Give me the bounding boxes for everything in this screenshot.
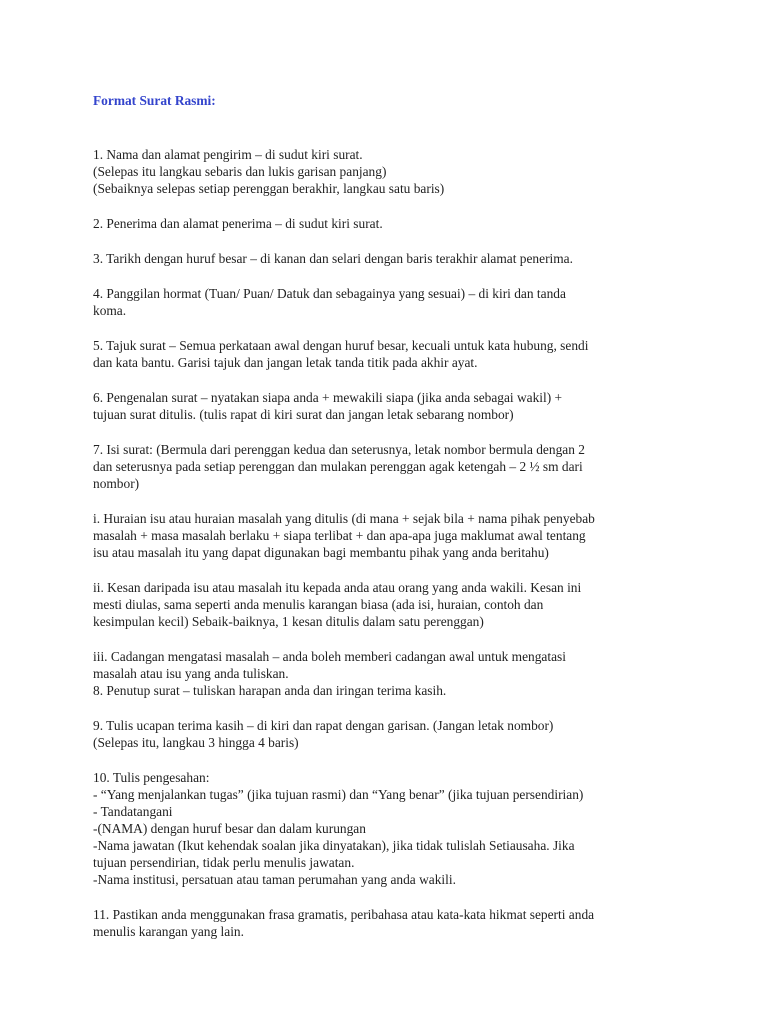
paragraph <box>93 389 693 423</box>
paragraph-line: menulis karangan yang lain. <box>93 924 244 939</box>
paragraph <box>93 769 693 888</box>
paragraph <box>93 510 693 561</box>
paragraph-line: masalah atau isu yang anda tuliskan. <box>93 666 289 681</box>
paragraph-line: 4. Panggilan hormat (Tuan/ Puan/ Datuk dan sebagainya yang sesuai) – di kiri dan tanda <box>93 286 566 301</box>
paragraph <box>93 717 693 751</box>
paragraph-line: - Tandatangani <box>93 804 173 819</box>
paragraph-line: nombor) <box>93 476 140 491</box>
paragraph-line: (Sebaiknya selepas setiap perenggan berakhir, langkau satu baris) <box>93 181 445 196</box>
paragraph-line: -Nama jawatan (Ikut kehendak soalan jika dinyatakan), jika tidak tulislah Setiausaha. Jika <box>93 838 575 853</box>
paragraph-line: tujuan persendirian, tidak perlu menulis jawatan. <box>93 855 355 870</box>
paragraph-line: isu atau masalah itu yang dapat digunakan bagi membantu pihak yang anda beritahu) <box>93 545 549 560</box>
paragraph-line: (Selepas itu, langkau 3 hingga 4 baris) <box>93 735 299 750</box>
paragraph-line: 3. Tarikh dengan huruf besar – di kanan dan selari dengan baris terakhir alamat penerima. <box>93 251 573 266</box>
paragraph-line: iii. Cadangan mengatasi masalah – anda boleh memberi cadangan awal untuk mengatasi <box>93 649 566 664</box>
paragraph-line: 8. Penutup surat – tuliskan harapan anda dan iringan terima kasih. <box>93 683 447 698</box>
paragraph <box>93 648 693 699</box>
paragraph-line: -(NAMA) dengan huruf besar dan dalam kurungan <box>93 821 366 836</box>
paragraph-line: (Selepas itu langkau sebaris dan lukis garisan panjang) <box>93 164 387 179</box>
paragraph-line: kesimpulan kecil) Sebaik-baiknya, 1 kesan ditulis dalam satu perenggan) <box>93 614 484 629</box>
paragraph-line: mesti diulas, sama seperti anda menulis karangan biasa (ada isi, huraian, contoh dan <box>93 597 544 612</box>
paragraph-line: 6. Pengenalan surat – nyatakan siapa anda + mewakili siapa (jika anda sebagai wakil) + <box>93 390 563 405</box>
document-page <box>93 92 693 940</box>
paragraph <box>93 215 693 232</box>
paragraph-line: 1. Nama dan alamat pengirim – di sudut kiri surat. <box>93 147 363 162</box>
paragraph-line: dan seterusnya pada setiap perenggan dan mulakan perenggan agak ketengah – 2 ½ sm dari <box>93 459 583 474</box>
document-title: Format Surat Rasmi: <box>93 93 216 108</box>
paragraph-line: -Nama institusi, persatuan atau taman perumahan yang anda wakili. <box>93 872 456 887</box>
paragraph-list <box>93 146 693 940</box>
paragraph-line: 11. Pastikan anda menggunakan frasa gramatis, peribahasa atau kata-kata hikmat seperti anda <box>93 907 595 922</box>
paragraph-line: tujuan surat ditulis. (tulis rapat di kiri surat dan jangan letak sebarang nombor) <box>93 407 514 422</box>
paragraph <box>93 146 693 197</box>
paragraph <box>93 285 693 319</box>
paragraph <box>93 441 693 492</box>
paragraph-line: - “Yang menjalankan tugas” (jika tujuan rasmi) dan “Yang benar” (jika tujuan persendirian) <box>93 787 584 802</box>
paragraph-line: dan kata bantu. Garisi tajuk dan jangan letak tanda titik pada akhir ayat. <box>93 355 478 370</box>
paragraph <box>93 337 693 371</box>
paragraph <box>93 906 693 940</box>
paragraph-line: 10. Tulis pengesahan: <box>93 770 210 785</box>
paragraph-line: masalah + masa masalah berlaku + siapa terlibat + dan apa-apa juga maklumat awal tentang <box>93 528 586 543</box>
paragraph-line: 2. Penerima dan alamat penerima – di sudut kiri surat. <box>93 216 383 231</box>
paragraph-line: ii. Kesan daripada isu atau masalah itu kepada anda atau orang yang anda wakili. Kesan ini <box>93 580 582 595</box>
paragraph <box>93 250 693 267</box>
paragraph-line: 7. Isi surat: (Bermula dari perenggan kedua dan seterusnya, letak nombor bermula dengan 2 <box>93 442 585 457</box>
paragraph-line: i. Huraian isu atau huraian masalah yang ditulis (di mana + sejak bila + nama pihak penyebab <box>93 511 595 526</box>
paragraph-line: 9. Tulis ucapan terima kasih – di kiri dan rapat dengan garisan. (Jangan letak nombor) <box>93 718 554 733</box>
paragraph <box>93 579 693 630</box>
paragraph-line: koma. <box>93 303 127 318</box>
paragraph-line: 5. Tajuk surat – Semua perkataan awal dengan huruf besar, kecuali untuk kata hubung, sendi <box>93 338 589 353</box>
